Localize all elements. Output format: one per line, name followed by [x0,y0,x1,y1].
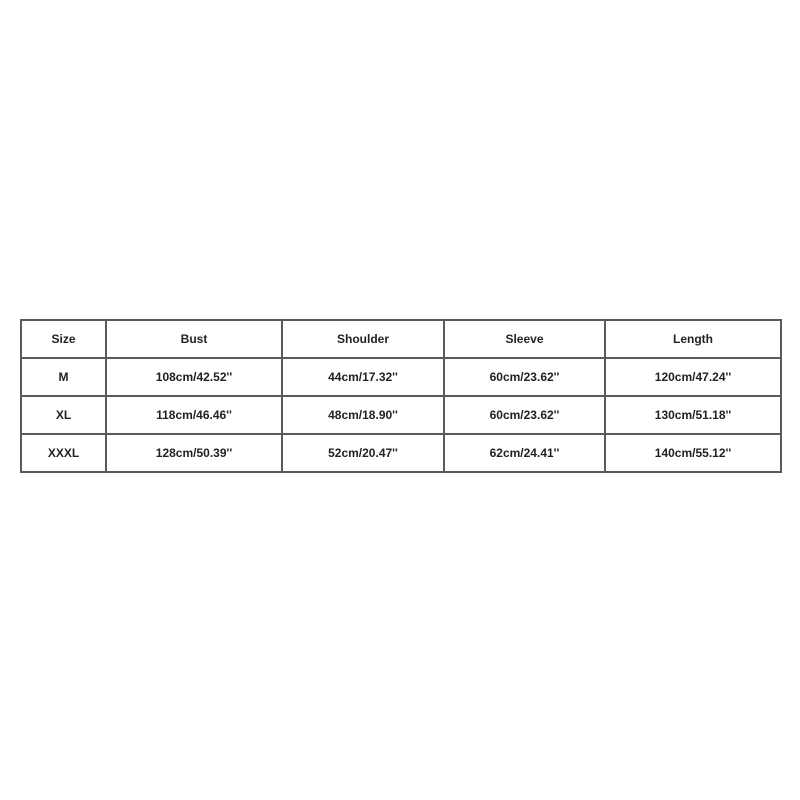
cell-length: 140cm/55.12'' [605,434,781,472]
cell-bust: 128cm/50.39'' [106,434,282,472]
cell-bust: 108cm/42.52'' [106,358,282,396]
cell-size: XXXL [21,434,106,472]
cell-bust: 118cm/46.46'' [106,396,282,434]
cell-shoulder: 52cm/20.47'' [282,434,444,472]
cell-length: 120cm/47.24'' [605,358,781,396]
header-shoulder: Shoulder [282,320,444,358]
cell-shoulder: 44cm/17.32'' [282,358,444,396]
table-header-row [21,320,781,358]
header-length: Length [605,320,781,358]
cell-length: 130cm/51.18'' [605,396,781,434]
cell-size: XL [21,396,106,434]
header-bust: Bust [106,320,282,358]
table-row [21,396,781,434]
size-chart-table [20,319,782,473]
cell-shoulder: 48cm/18.90'' [282,396,444,434]
cell-size: M [21,358,106,396]
cell-sleeve: 60cm/23.62'' [444,396,605,434]
table-row [21,358,781,396]
header-sleeve: Sleeve [444,320,605,358]
header-size: Size [21,320,106,358]
table-row [21,434,781,472]
cell-sleeve: 60cm/23.62'' [444,358,605,396]
cell-sleeve: 62cm/24.41'' [444,434,605,472]
